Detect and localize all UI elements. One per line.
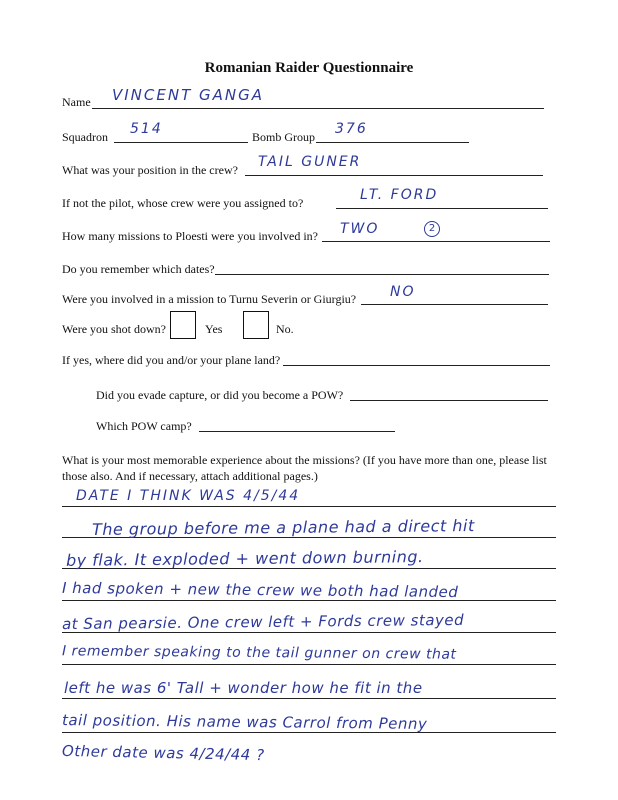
missions-count-line — [322, 241, 550, 242]
squadron-line — [114, 142, 248, 143]
squadron-label: Squadron — [62, 130, 108, 144]
position-value[interactable]: TAIL GUNER — [258, 154, 362, 170]
squadron-value[interactable]: 514 — [130, 121, 163, 137]
position-label: What was your position in the crew? — [62, 163, 238, 177]
ruled-line — [62, 600, 556, 601]
experience-line: left he was 6' Tall + wonder how he fit in the — [64, 679, 423, 697]
bomb-group-label: Bomb Group — [252, 130, 315, 144]
no-checkbox[interactable] — [243, 311, 269, 339]
bomb-group-value[interactable]: 376 — [335, 121, 368, 137]
experience-line: DATE I THINK WAS 4/5/44 — [76, 488, 301, 504]
evade-line[interactable] — [350, 400, 548, 401]
crew-assigned-value[interactable]: LT. FORD — [360, 187, 439, 203]
yes-checkbox[interactable] — [170, 311, 196, 339]
yes-label: Yes — [205, 322, 223, 336]
turnu-value[interactable]: NO — [390, 284, 416, 300]
ruled-line — [62, 664, 556, 665]
missions-count-circled: 2 — [424, 221, 440, 237]
land-line[interactable] — [283, 365, 550, 366]
experience-line: by flak. It exploded + went down burning. — [65, 547, 424, 570]
experience-line: I remember speaking to the tail gunner on crew that — [61, 643, 457, 663]
ruled-line — [62, 506, 556, 507]
name-label: Name — [62, 95, 91, 109]
experience-line: The group before me a plane had a direct hit — [91, 515, 475, 540]
turnu-line — [361, 304, 548, 305]
no-label: No. — [276, 322, 294, 336]
experience-line: tail position. His name was Carrol from Penny — [61, 711, 428, 733]
experience-line: Other date was 4/24/44 ? — [61, 741, 265, 765]
page-title: Romanian Raider Questionnaire — [204, 60, 414, 76]
bomb-group-line — [316, 142, 469, 143]
ruled-line — [62, 732, 556, 733]
experience-line: I had spoken + new the crew we both had landed — [61, 578, 459, 602]
dates-line[interactable] — [215, 274, 549, 275]
ruled-line — [62, 698, 556, 699]
name-line — [92, 108, 544, 109]
experience-line: at San pearsie. One crew left + Fords crew stayed — [61, 610, 465, 634]
pow-camp-line[interactable] — [199, 431, 395, 432]
dates-label: Do you remember which dates? — [62, 262, 215, 276]
position-line — [245, 175, 543, 176]
crew-assigned-label: If not the pilot, whose crew were you assigned to? — [62, 196, 304, 210]
experience-question: What is your most memorable experience about the missions? (If you have more than one, please list those also. And if necessary, attach additional pages.) — [62, 453, 547, 483]
shot-down-label: Were you shot down? — [62, 322, 167, 336]
pow-camp-label: Which POW camp? — [96, 419, 192, 433]
land-label: If yes, where did you and/or your plane land? — [62, 353, 281, 367]
name-value[interactable]: VINCENT GANGA — [112, 86, 264, 104]
turnu-label: Were you involved in a mission to Turnu Severin or Giurgiu? — [62, 292, 357, 306]
missions-count-label: How many missions to Ploesti were you involved in? — [62, 229, 318, 243]
crew-assigned-line — [336, 208, 548, 209]
evade-label: Did you evade capture, or did you become a POW? — [96, 388, 344, 402]
missions-count-value[interactable]: TWO — [340, 221, 380, 237]
